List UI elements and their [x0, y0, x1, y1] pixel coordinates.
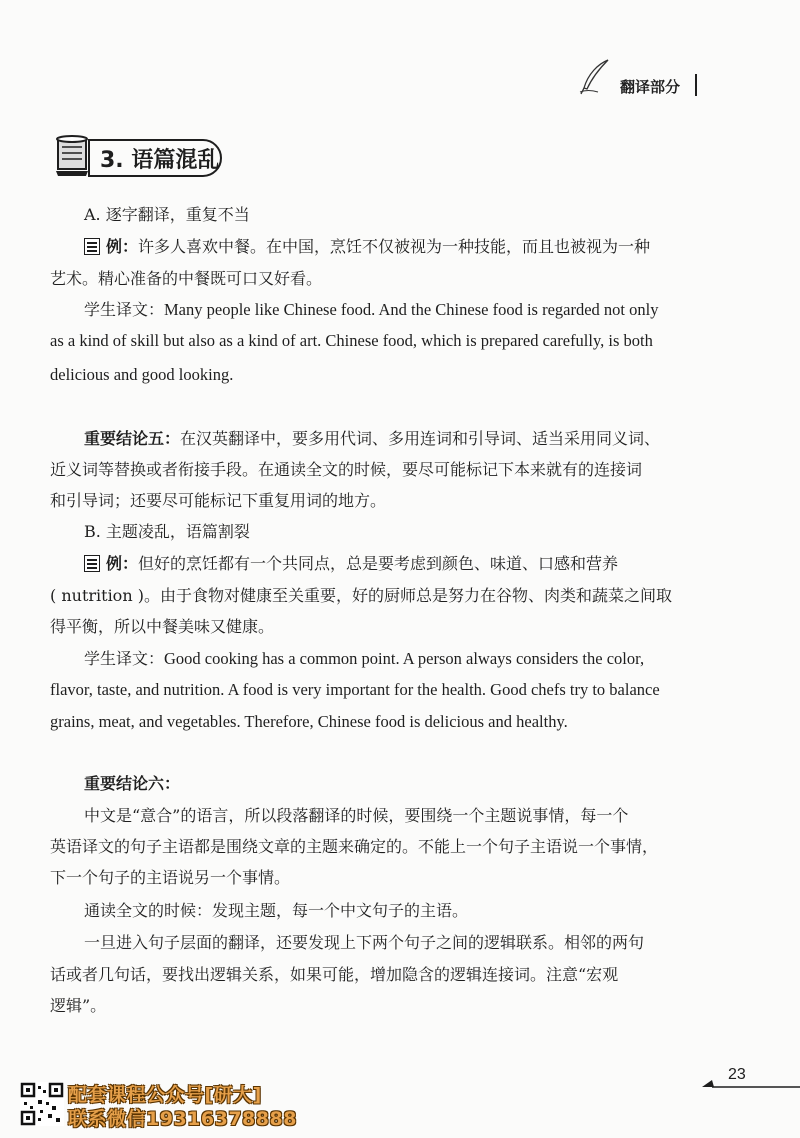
conclusion-5-line-3: 和引导词；还要尽可能标记下重复用词的地方。	[50, 491, 387, 510]
section-header: 翻译部分	[620, 78, 681, 96]
section-heading	[88, 139, 222, 177]
conclusion-6-line-1: 中文是“意合”的语言，所以段落翻译的时候，要围绕一个主题说事情，每一个	[84, 806, 629, 825]
conclusion-6-label: 重要结论六：	[84, 774, 181, 793]
example-1-line-1	[50, 236, 750, 258]
subheading-b: B. 主题凌乱，语篇割裂	[84, 522, 250, 541]
header-bar	[695, 74, 697, 96]
qr-code-icon	[20, 1082, 64, 1126]
student-translation-text: Many people like Chinese food. And the Chinese food is regarded not only	[164, 300, 659, 319]
scroll-icon	[52, 135, 92, 179]
conclusion-6-line-3: 下一个句子的主语说另一个事情。	[50, 868, 291, 887]
watermark-line-2: 联系微信19316378888	[68, 1108, 297, 1130]
conclusion-6-line-6: 话或者几句话，要找出逻辑关系，如果可能，增加隐含的逻辑连接词。注意“宏观	[50, 965, 619, 984]
conclusion-5-line-1	[50, 428, 750, 450]
student-translation-prefix: 学生译文：	[84, 300, 165, 319]
student-translation-1-line-1	[50, 299, 750, 321]
example-icon	[84, 555, 100, 572]
conclusion-6-line-7: 逻辑”。	[50, 996, 107, 1015]
student-translation-1-line-3: delicious and good looking.	[50, 365, 234, 384]
watermark-line-1: 配套课程公众号[研大]	[68, 1084, 262, 1106]
student-translation-text: Good cooking has a common point. A person always considers the color,	[164, 649, 645, 668]
conclusion-6-line-5: 一旦进入句子层面的翻译，还要发现上下两个句子之间的逻辑联系。相邻的两句	[84, 933, 645, 952]
page-marker-triangle-icon	[702, 1078, 800, 1088]
page-number: 23	[728, 1066, 746, 1083]
student-translation-1-line-2: as a kind of skill but also as a kind of art. Chinese food, which is prepared carefully, is both	[50, 331, 653, 350]
section-heading-text: 3. 语篇混乱	[100, 147, 220, 173]
example-text: 但好的烹饪都有一个共同点，总是要考虑到颜色、味道、口感和营养	[138, 554, 619, 573]
example-1-line-2: 艺术。精心准备的中餐既可口又好看。	[50, 269, 323, 288]
example-2-line-3: 得平衡，所以中餐美味又健康。	[50, 617, 275, 636]
example-2-line-1	[50, 553, 750, 575]
example-icon	[84, 238, 100, 255]
conclusion-label: 重要结论五：	[84, 429, 181, 448]
student-translation-2-line-3: grains, meat, and vegetables. Therefore, Chinese food is delicious and healthy.	[50, 712, 568, 731]
example-text: 许多人喜欢中餐。在中国，烹饪不仅被视为一种技能，而且也被视为一种	[138, 237, 651, 256]
student-translation-2-line-2: flavor, taste, and nutrition. A food is very important for the health. Good chefs try to balance	[50, 680, 660, 699]
example-label: 例：	[106, 237, 139, 256]
conclusion-6-line-4: 通读全文的时候：发现主题，每一个中文句子的主语。	[84, 901, 469, 920]
student-translation-2-line-1	[50, 648, 750, 670]
example-label: 例：	[106, 554, 139, 573]
conclusion-text: 在汉英翻译中，要多用代词、多用连词和引导词、适当采用同义词、	[180, 429, 661, 448]
example-2-line-2: ( nutrition )。由于食物对健康至关重要，好的厨师总是努力在谷物、肉类和蔬菜之间取	[50, 586, 672, 605]
subheading-a: A. 逐字翻译，重复不当	[84, 205, 250, 224]
conclusion-5-line-2: 近义词等替换或者衔接手段。在通读全文的时候，要尽可能标记下本来就有的连接词	[50, 460, 643, 479]
student-translation-prefix: 学生译文：	[84, 649, 165, 668]
quill-pen-icon	[578, 58, 612, 96]
conclusion-6-line-2: 英语译文的句子主语都是围绕文章的主题来确定的。不能上一个句子主语说一个事情，	[50, 837, 659, 856]
